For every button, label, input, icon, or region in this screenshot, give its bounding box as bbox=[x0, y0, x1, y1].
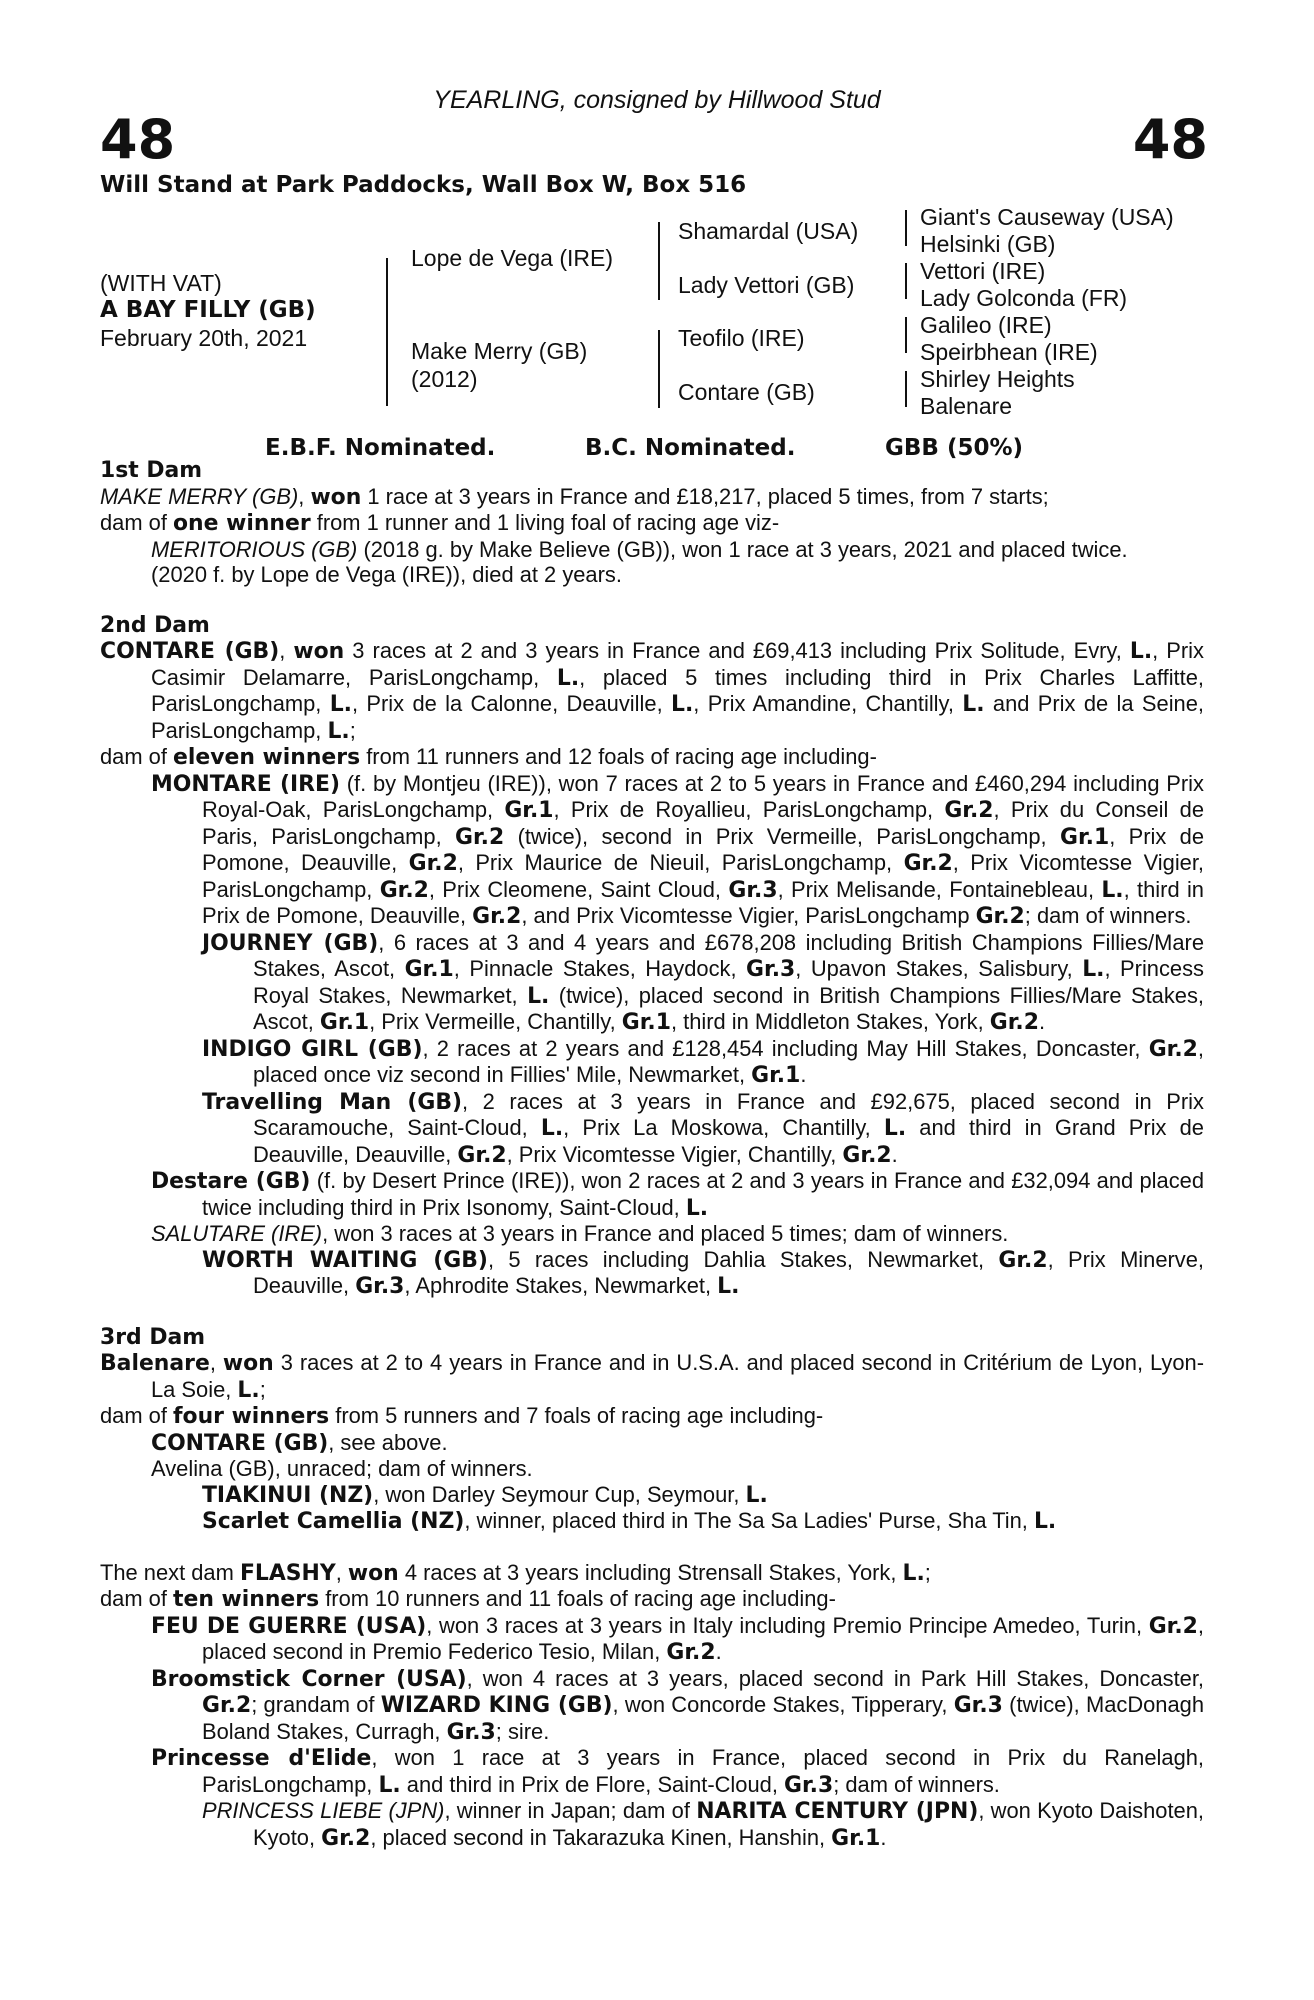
produce-indigo-girl: INDIGO GIRL (GB), 2 races at 2 years and £128,454 including May Hill Stakes, Doncaster, Gr.2, placed once viz second in Fillies' Mile, Newmarket, Gr.1. bbox=[202, 1035, 1205, 1088]
produce-worth-waiting: WORTH WAITING (GB), 5 races including Dahlia Stakes, Newmarket, Gr.2, Prix Minerve, Deauville, Gr.3, Aphrodite Stakes, Newmarket, L. bbox=[202, 1246, 1205, 1299]
second-dam-produce: dam of eleven winners from 11 runners and 12 foals of racing age including- bbox=[100, 744, 877, 770]
produce-avelina: Avelina (GB), unraced; dam of winners. bbox=[151, 1456, 533, 1481]
next-dam-produce: dam of ten winners from 10 runners and 11 foals of racing age including- bbox=[100, 1586, 836, 1612]
pedigree-bracket-1 bbox=[386, 258, 388, 406]
gbb-status: GBB (50%) bbox=[885, 435, 1024, 461]
produce-contare: CONTARE (GB), see above. bbox=[151, 1429, 448, 1456]
pedigree-bracket-2a bbox=[658, 222, 660, 300]
produce-destare: Destare (GB) (f. by Desert Prince (IRE)), won 2 races at 2 and 3 years in France and £32,094 and placed twice including third in Prix Isonomy, Saint-Cloud, L. bbox=[151, 1168, 1205, 1221]
produce-broomstick-corner: Broomstick Corner (USA), won 4 races at 3 years, placed second in Park Hill Stakes, Doncaster, Gr.2; grandam of WIZARD KING (GB), won Concorde Stakes, Tipperary, Gr.3 (twice), MacDonagh Boland Stakes, Curragh, Gr.3; sire. bbox=[151, 1665, 1205, 1745]
pedigree-bracket-3c bbox=[905, 317, 907, 353]
produce-tiakinui: TIAKINUI (NZ), won Darley Seymour Cup, Seymour, L. bbox=[202, 1481, 768, 1508]
pedigree-dam-year: (2012) bbox=[411, 366, 478, 392]
second-dam-contare: CONTARE (GB), won 3 races at 2 and 3 years in France and £69,413 including Prix Solitude, Evry, L., Prix Casimir Delamarre, ParisLongchamp, L., placed 5 times including third in Prix Charles Laffitte, ParisLongchamp, L., Prix de la Calonne, Deauville, L., Prix Amandine, Chantilly, L. and Prix de la Seine, ParisLongchamp, L.; bbox=[100, 638, 1204, 744]
first-dam-produce: dam of one winner from 1 runner and 1 living foal of racing age viz- bbox=[100, 510, 780, 536]
produce-princess-liebe: PRINCESS LIEBE (JPN), winner in Japan; dam of NARITA CENTURY (JPN), won Kyoto Daishoten, Kyoto, Gr.2, placed second in Takarazuka Kinen, Hanshin, Gr.1. bbox=[202, 1798, 1204, 1851]
pedigree-g3-4: Lady Golconda (FR) bbox=[920, 285, 1128, 311]
pedigree-g3-1: Giant's Causeway (USA) bbox=[920, 204, 1174, 230]
third-dam-balenare: Balenare, won 3 races at 2 to 4 years in France and in U.S.A. and placed second in Critérium de Lyon, Lyon-La Soie, L.; bbox=[100, 1350, 1204, 1403]
bc-nomination: B.C. Nominated. bbox=[585, 435, 796, 461]
catalogue-subtitle: YEARLING, consigned by Hillwood Stud bbox=[433, 86, 881, 114]
produce-feu-de-guerre: FEU DE GUERRE (USA), won 3 races at 3 years in Italy including Premio Principe Amedeo, Turin, Gr.2, placed second in Premio Federico Tesio, Milan, Gr.2. bbox=[151, 1612, 1204, 1665]
pedigree-sire-dam: Lady Vettori (GB) bbox=[678, 272, 855, 298]
lot-number-left: 48 bbox=[100, 108, 176, 171]
pedigree-g3-3: Vettori (IRE) bbox=[920, 258, 1046, 284]
produce-record bbox=[100, 458, 1204, 1851]
pedigree-bracket-2b bbox=[658, 330, 660, 408]
pedigree-g3-8: Balenare bbox=[920, 393, 1013, 419]
produce-scarlet-camellia: Scarlet Camellia (NZ), winner, placed third in The Sa Sa Ladies' Purse, Sha Tin, L. bbox=[202, 1508, 1057, 1534]
vat-note: (WITH VAT) bbox=[100, 270, 222, 296]
produce-salutare: SALUTARE (IRE), won 3 races at 3 years in France and placed 5 times; dam of winners. bbox=[151, 1221, 1009, 1246]
pedigree-bracket-3d bbox=[905, 371, 907, 407]
pedigree-g3-2: Helsinki (GB) bbox=[920, 231, 1056, 257]
produce-princesse-delide: Princesse d'Elide, won 1 race at 3 years in France, placed second in Prix du Ranelagh, ParisLongchamp, L. and third in Prix de Flore, Saint-Cloud, Gr.3; dam of winners. bbox=[151, 1745, 1204, 1798]
produce-journey: JOURNEY (GB), 6 races at 3 and 4 years and £678,208 including British Champions Fillies/Mare Stakes, Ascot, Gr.1, Pinnacle Stakes, Haydock, Gr.3, Upavon Stakes, Salisbury, L., Princess Royal Stakes, Newmarket, L. (twice), placed second in British Champions Fillies/Mare Stakes, Ascot, Gr.1, Prix Vermeille, Chantilly, Gr.1, third in Middleton Stakes, York, Gr.2. bbox=[202, 929, 1204, 1035]
pedigree-dam: Make Merry (GB) bbox=[411, 338, 588, 364]
pedigree-bracket-3a bbox=[905, 210, 907, 246]
foaling-date: February 20th, 2021 bbox=[100, 325, 308, 351]
stand-location: Will Stand at Park Paddocks, Wall Box W, Box 516 bbox=[100, 172, 747, 198]
produce-meritorious: MERITORIOUS (GB) (2018 g. by Make Believe (GB)), won 1 race at 3 years, 2021 and placed twice. bbox=[151, 536, 1128, 562]
next-dam-flashy: The next dam FLASHY, won 4 races at 3 years including Strensall Stakes, York, L.; bbox=[100, 1559, 931, 1586]
pedigree-g3-7: Shirley Heights bbox=[920, 366, 1075, 392]
first-dam-heading: 1st Dam bbox=[100, 458, 203, 483]
pedigree-bracket-3b bbox=[905, 263, 907, 299]
pedigree-g3-6: Speirbhean (IRE) bbox=[920, 339, 1098, 365]
third-dam-heading: 3rd Dam bbox=[100, 1324, 206, 1350]
pedigree-g3-5: Galileo (IRE) bbox=[920, 312, 1052, 338]
pedigree-dam-dam: Contare (GB) bbox=[678, 379, 815, 405]
produce-2020-filly: (2020 f. by Lope de Vega (IRE)), died at 2 years. bbox=[151, 562, 622, 587]
pedigree-sire-sire: Shamardal (USA) bbox=[678, 218, 859, 244]
horse-name: A BAY FILLY (GB) bbox=[100, 297, 316, 323]
second-dam-heading: 2nd Dam bbox=[100, 612, 210, 638]
ebf-nomination: E.B.F. Nominated. bbox=[265, 435, 496, 461]
first-dam-line: MAKE MERRY (GB), won 1 race at 3 years in France and £18,217, placed 5 times, from 7 starts; bbox=[100, 483, 1049, 510]
pedigree-dam-sire: Teofilo (IRE) bbox=[678, 325, 805, 351]
produce-montare: MONTARE (IRE) (f. by Montjeu (IRE)), won 7 races at 2 to 5 years in France and £460,294 including Prix Royal-Oak, ParisLongchamp, Gr.1, Prix de Royallieu, ParisLongchamp, Gr.2, Prix du Conseil de Paris, ParisLongchamp, Gr.2 (twice), second in Prix Vermeille, ParisLongchamp, Gr.1, Prix de Pomone, Deauville, Gr.2, Prix Maurice de Nieuil, ParisLongchamp, Gr.2, Prix Vicomtesse Vigier, ParisLongchamp, Gr.2, Prix Cleomene, Saint Cloud, Gr.3, Prix Melisande, Fontainebleau, L., third in Prix de Pomone, Deauville, Gr.2, and Prix Vicomtesse Vigier, ParisLongchamp Gr.2; dam of winners. bbox=[151, 770, 1205, 929]
lot-number-right: 48 bbox=[1132, 108, 1208, 171]
produce-travelling-man: Travelling Man (GB), 2 races at 3 years in France and £92,675, placed second in Prix Scaramouche, Saint-Cloud, L., Prix La Moskowa, Chantilly, L. and third in Grand Prix de Deauville, Deauville, Gr.2, Prix Vicomtesse Vigier, Chantilly, Gr.2. bbox=[202, 1088, 1204, 1168]
third-dam-produce: dam of four winners from 5 runners and 7 foals of racing age including- bbox=[100, 1403, 824, 1429]
pedigree-sire: Lope de Vega (IRE) bbox=[411, 245, 614, 271]
